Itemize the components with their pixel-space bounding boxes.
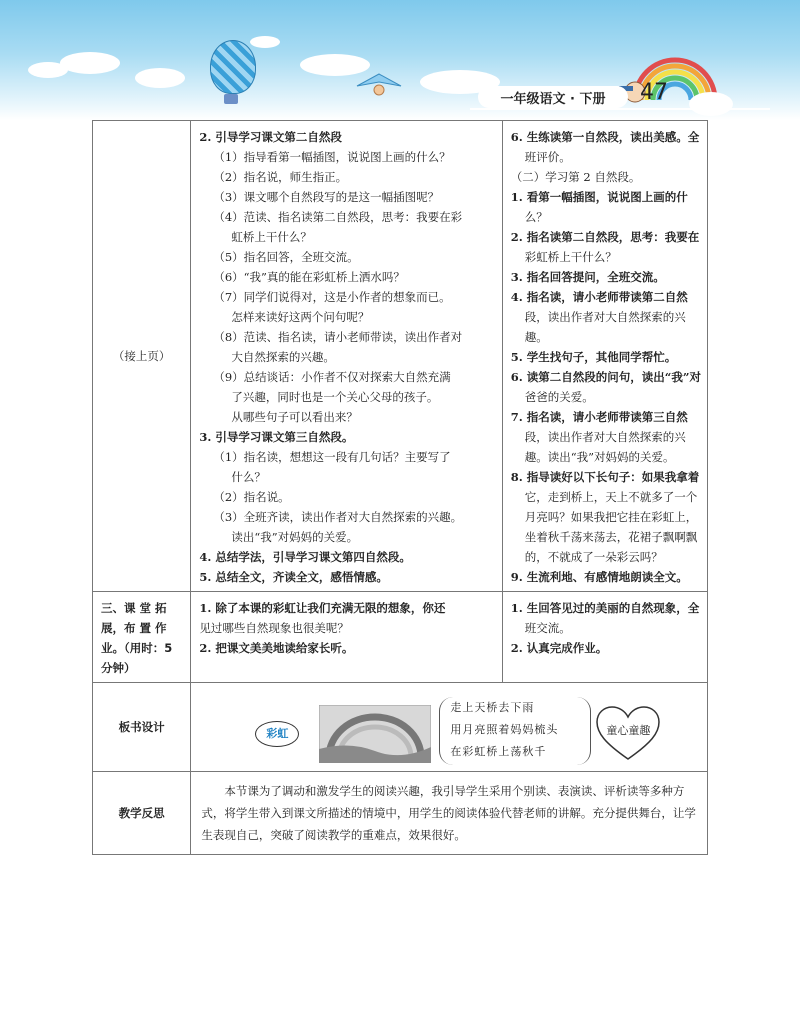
text-line: 什么？: [231, 470, 266, 484]
text-line: 3. 指名回答提问，全班交流。: [510, 270, 665, 284]
teacher-activity-list: [199, 127, 495, 587]
rainbow-bridge-illustration: [319, 705, 431, 763]
text-line: 坐着秋千荡来荡去，花裙子飘啊飘: [524, 530, 698, 544]
reflection-text: 本节课为了调动和激发学生的阅读兴趣，我引导学生采用个别读、表演读、评析读等多种方式，将学生带入到课文所描述的情境中，用学生的阅读体验代替老师的讲解。充分提供舞台，让学生表现自己，突破了阅读教学的重难点，效果很好。: [191, 772, 708, 855]
text-line: 6. 生练读第一自然段，读出美感。全: [510, 130, 700, 144]
text-line: 从哪些句子可以看出来？: [231, 410, 358, 424]
text-line: （3）全班齐读，读出作者对大自然探索的兴趣。: [213, 510, 463, 524]
text-line: 2. 引导学习课文第二自然段: [199, 130, 342, 144]
text-line: 了兴趣，同时也是一个关心父母的孩子。: [231, 390, 439, 404]
heart-text: 童心童趣: [606, 724, 651, 737]
text-line: 1. 生回答见过的美丽的自然现象，全: [510, 601, 700, 615]
text-line: （8）范读、指名读，请小老师带读，读出作者对: [213, 330, 463, 344]
cloud: [250, 36, 280, 48]
lesson-plan-table: [92, 120, 708, 855]
text-line: 2. 把课文美美地读给家长听。: [199, 641, 354, 655]
board-line: 走上天桥去下雨: [450, 701, 535, 714]
reflection-label: 教学反思: [93, 772, 191, 855]
text-line: 读出“我”对妈妈的关爱。: [231, 530, 359, 544]
extension-student-cell: [502, 592, 707, 683]
hot-air-balloon-icon: [210, 40, 256, 94]
text-line: 的，不就成了一朵彩云吗？: [524, 550, 663, 564]
text-line: 2. 认真完成作业。: [510, 641, 608, 655]
text-line: （4）范读、指名读第二自然段，思考：我要在彩: [213, 210, 463, 224]
board-design-cell: [191, 683, 708, 772]
board-design-row: [93, 683, 708, 772]
text-line: 么？: [524, 210, 548, 224]
reflection-row: [93, 772, 708, 855]
text-line: 9. 生流利地、有感情地朗读全文。: [510, 570, 688, 584]
text-line: 2. 指名读第二自然段，思考：我要在: [510, 230, 700, 244]
student-activity-list: [511, 127, 701, 587]
text-line: 7. 指名读，请小老师带读第三自然: [510, 410, 688, 424]
text-line: （7）同学们说得对，这是小作者的想象而已。: [213, 290, 451, 304]
text-line: 1. 除了本课的彩虹让我们充满无限的想象，你还: [199, 601, 446, 615]
text-line: 4. 指名读，请小老师带读第二自然: [510, 290, 688, 304]
text-line: （6）“我”真的能在彩虹桥上洒水吗？: [213, 270, 405, 284]
page-number: 47: [640, 80, 668, 105]
extension-label-line: 分钟）: [101, 661, 136, 675]
text-line: 3. 引导学习课文第三自然段。: [199, 430, 354, 444]
extension-row: [93, 592, 708, 683]
text-line: 6. 读第二自然段的问句，读出“我”对: [510, 370, 701, 384]
text-line: 4. 总结学法，引导学习课文第四自然段。: [199, 550, 411, 564]
extension-label: [93, 592, 191, 683]
rainbow-bubble: 彩虹: [255, 721, 299, 747]
board-design-label: 板书设计: [93, 683, 191, 772]
extension-teacher-cell: [191, 592, 502, 683]
extension-label-line: 三、课 堂 拓: [101, 601, 167, 615]
balloon-basket-icon: [224, 94, 238, 104]
text-line: 1. 看第一幅插图，说说图上画的什: [510, 190, 688, 204]
book-title: 一年级语文 · 下册: [478, 86, 628, 108]
text-line: 8. 指导读好以下长句子：如果我拿着: [510, 470, 700, 484]
continued-label-text: （接上页）: [112, 349, 171, 363]
cloud: [135, 68, 185, 88]
text-line: 趣。: [524, 330, 548, 344]
text-line: （2）指名说。: [213, 490, 290, 504]
extension-label-lines: [101, 598, 186, 678]
board-text-group: [439, 697, 591, 765]
rainbow-cloud-icon: [615, 20, 735, 130]
text-line: 5. 学生找句子，其他同学帮忙。: [510, 350, 677, 364]
continued-label: [93, 121, 191, 592]
text-line: 爸爸的关爱。: [524, 390, 594, 404]
extension-label-line: 业。（用时：5: [101, 641, 173, 655]
extension-label-line: 展，布 置 作: [101, 621, 167, 635]
text-line: 趣。读出“我”对妈妈的关爱。: [524, 450, 675, 464]
text-line: 虹桥上干什么？: [231, 230, 312, 244]
page-header: [0, 0, 800, 120]
text-line: 5. 总结全文，齐读全文，感悟情感。: [199, 570, 388, 584]
text-line: 见过哪些自然现象也很美呢？: [199, 621, 349, 635]
text-line: 段，读出作者对大自然探索的兴: [524, 310, 686, 324]
hang-glider-icon: [355, 72, 403, 98]
text-line: （3）课文哪个自然段写的是这一幅插图呢？: [213, 190, 440, 204]
teacher-activity-cell: [191, 121, 502, 592]
student-activity-cell: [502, 121, 707, 592]
extension-student-list: [511, 598, 701, 658]
text-line: （5）指名回答，全班交流。: [213, 250, 359, 264]
text-line: （9）总结谈话：小作者不仅对探索大自然充满: [213, 370, 451, 384]
text-line: 班评价。: [524, 150, 571, 164]
board-line: 用月亮照着妈妈梳头: [450, 723, 559, 736]
text-line: 大自然探索的兴趣。: [231, 350, 335, 364]
text-line: （1）指导看第一幅插图，说说图上画的什么？: [213, 150, 451, 164]
extension-teacher-list: [199, 598, 495, 658]
text-line: 彩虹桥上干什么？: [524, 250, 617, 264]
text-line: 班交流。: [524, 621, 571, 635]
cloud: [60, 52, 120, 74]
header-divider: [470, 108, 770, 110]
continued-row: [93, 121, 708, 592]
cloud: [28, 62, 68, 78]
text-line: （2）指名说，师生指正。: [213, 170, 348, 184]
text-line: 它，走到桥上，天上不就多了一个: [524, 490, 698, 504]
text-line: 怎样来读好这两个问句呢？: [231, 310, 370, 324]
text-line: 月亮吗？如果我把它挂在彩虹上，: [524, 510, 698, 524]
text-line: 段，读出作者对大自然探索的兴: [524, 430, 686, 444]
text-line: （1）指名读，想想这一段有几句话？主要写了: [213, 450, 451, 464]
text-line: （二）学习第 2 自然段。: [510, 170, 641, 184]
board-line: 在彩虹桥上荡秋千: [450, 745, 547, 758]
